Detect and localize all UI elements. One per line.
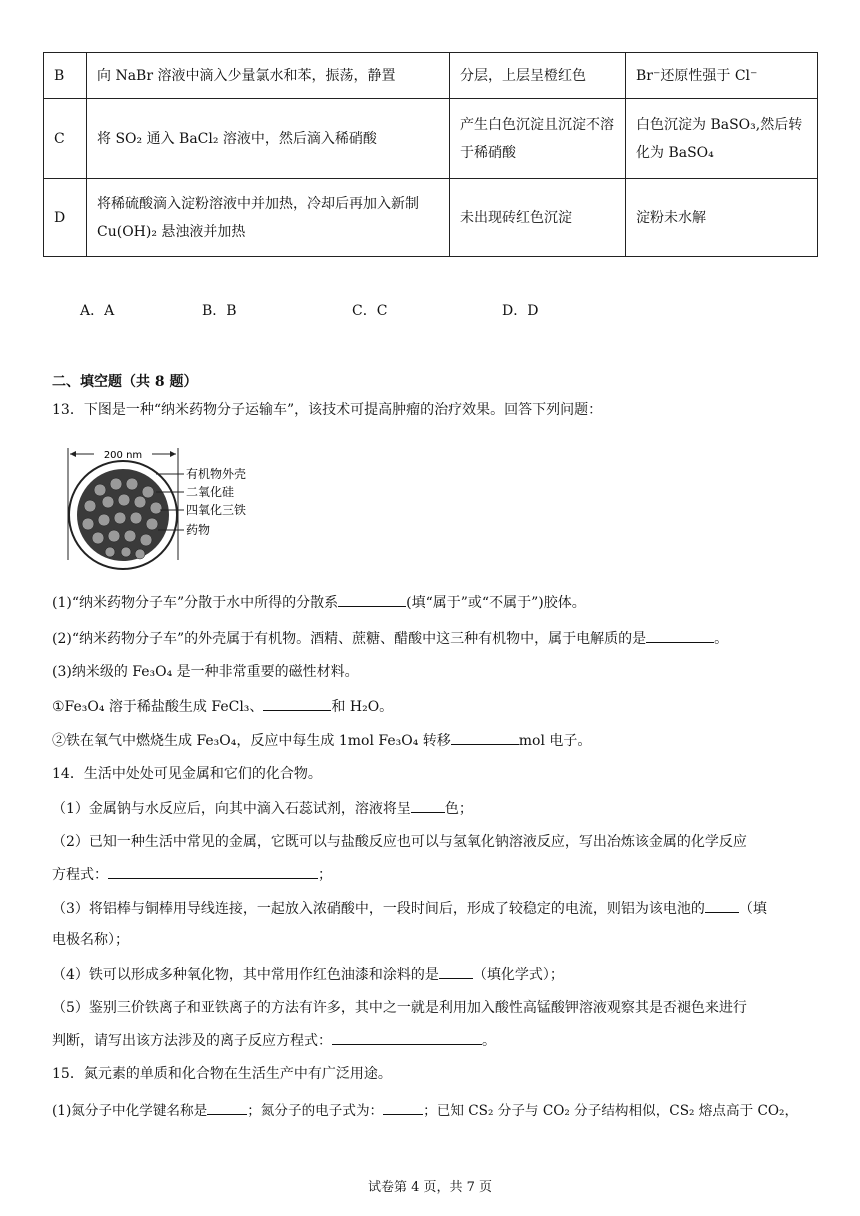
figure-label-drug: 药物 <box>186 523 211 537</box>
figure-label-silica: 二氧化硅 <box>186 485 235 499</box>
text: 和 H₂O。 <box>331 699 394 715</box>
figure-label-fe3o4: 四氧化三铁 <box>186 503 247 517</box>
row-phenomenon: 分层，上层呈橙红色 <box>450 53 626 99</box>
q13-part3: (3)纳米级的 Fe₃O₄ 是一种非常重要的磁性材料。 <box>52 664 359 680</box>
page-footer: 试卷第 4 页，共 7 页 <box>367 1180 493 1195</box>
row-operation: 将 SO₂ 通入 BaCl₂ 溶液中，然后滴入稀硝酸 <box>87 99 450 179</box>
q14-part5: （5）鉴别三价铁离子和亚铁离子的方法有许多，其中之一就是利用加入酸性高锰酸钾溶液观察其是否褪色来进行 <box>52 1000 747 1016</box>
answer-blank[interactable] <box>646 628 714 643</box>
text: （3）将铝棒与铜棒用导线连接，一起放入浓硝酸中，一段时间后，形成了较稳定的电流，则铝为该电池的 <box>52 901 705 917</box>
answer-blank[interactable] <box>263 696 331 711</box>
answer-blank[interactable] <box>332 1030 482 1045</box>
answer-table <box>43 52 818 257</box>
option-b[interactable]: B．B <box>202 303 237 319</box>
text: 方程式： <box>52 867 108 883</box>
answer-blank[interactable] <box>383 1100 423 1115</box>
text: （4）铁可以形成多种氧化物，其中常用作红色油漆和涂料的是 <box>52 967 439 983</box>
row-phenomenon: 未出现砖红色沉淀 <box>450 179 626 257</box>
section-title: 二、填空题（共 8 题） <box>52 374 198 390</box>
nanocarrier-figure <box>60 440 260 580</box>
text: ； <box>318 867 332 883</box>
q14-stem: 14．生活中处处可见金属和它们的化合物。 <box>52 766 322 782</box>
q14-part2: （2）已知一种生活中常见的金属，它既可以与盐酸反应也可以与氢氧化钠溶液反应，写出冶炼该金属的化学反应 <box>52 834 747 850</box>
row-phenomenon: 产生白色沉淀且沉淀不溶于稀硝酸 <box>450 99 626 179</box>
q14-part2-cont <box>52 864 332 885</box>
q13-part2 <box>52 628 728 649</box>
q14-part4 <box>52 964 564 985</box>
answer-blank[interactable] <box>439 964 473 979</box>
table-row <box>44 99 818 179</box>
text: （填 <box>738 901 767 917</box>
answer-blank[interactable] <box>411 798 445 813</box>
row-conclusion: Br⁻还原性强于 Cl⁻ <box>626 53 818 99</box>
text: ①Fe₃O₄ 溶于稀盐酸生成 FeCl₃、 <box>52 699 264 715</box>
q14-part5-cont <box>52 1030 496 1051</box>
option-a[interactable]: A．A <box>80 303 115 319</box>
row-letter: D <box>44 179 87 257</box>
answer-blank[interactable] <box>338 592 406 607</box>
row-conclusion: 白色沉淀为 BaSO₃,然后转化为 BaSO₄ <box>626 99 818 179</box>
text: (2)“纳米药物分子车”的外壳属于有机物。酒精、蔗糖、醋酸中这三种有机物中，属于电解质的是 <box>52 631 647 647</box>
text: (填“属于”或“不属于”)胶体。 <box>406 595 586 611</box>
q13-part1 <box>52 592 586 613</box>
text: 。 <box>714 631 729 647</box>
answer-blank[interactable] <box>705 898 739 913</box>
figure-scale: 200 nm <box>103 450 143 461</box>
q13-part3-1 <box>52 696 393 717</box>
q13-part3-2 <box>52 730 591 751</box>
text: （1）金属钠与水反应后，向其中滴入石蕊试剂，溶液将呈 <box>52 801 411 817</box>
choice-options <box>80 300 538 320</box>
text: 判断，请写出该方法涉及的离子反应方程式： <box>52 1033 332 1049</box>
row-letter: C <box>44 99 87 179</box>
answer-blank[interactable] <box>207 1100 247 1115</box>
text: (1)氮分子中化学键名称是 <box>52 1103 208 1119</box>
row-letter: B <box>44 53 87 99</box>
option-d[interactable]: D．D <box>502 303 539 319</box>
q13-stem: 13．下图是一种“纳米药物分子运输车”，该技术可提高肿瘤的治疗效果。回答下列问题： <box>52 402 603 418</box>
text: mol 电子。 <box>518 733 592 749</box>
text: (1)“纳米药物分子车”分散于水中所得的分散系 <box>52 595 339 611</box>
option-c[interactable]: C．C <box>352 303 388 319</box>
answer-blank[interactable] <box>108 864 318 879</box>
text: ；已知 CS₂ 分子与 CO₂ 分子结构相似，CS₂ 熔点高于 CO₂， <box>423 1103 799 1119</box>
table-row <box>44 179 818 257</box>
text: （填化学式）； <box>472 967 564 983</box>
text: ②铁在氧气中燃烧生成 Fe₃O₄，反应中每生成 1mol Fe₃O₄ 转移 <box>52 733 451 749</box>
figure-label-shell: 有机物外壳 <box>186 467 247 481</box>
answer-blank[interactable] <box>451 730 519 745</box>
row-operation: 向 NaBr 溶液中滴入少量氯水和苯，振荡，静置 <box>87 53 450 99</box>
q14-part3-cont: 电极名称）； <box>52 932 129 948</box>
row-operation: 将稀硫酸滴入淀粉溶液中并加热，冷却后再加入新制 Cu(OH)₂ 悬浊液并加热 <box>87 179 450 257</box>
row-conclusion: 淀粉未水解 <box>626 179 818 257</box>
q15-stem: 15．氮元素的单质和化合物在生活生产中有广泛用途。 <box>52 1066 392 1082</box>
q14-part1 <box>52 798 473 819</box>
q14-part3 <box>52 898 767 919</box>
text: 。 <box>482 1033 496 1049</box>
text: 色； <box>444 801 473 817</box>
text: ；氮分子的电子式为： <box>247 1103 384 1119</box>
table-row <box>44 53 818 99</box>
q15-part1 <box>52 1100 798 1121</box>
